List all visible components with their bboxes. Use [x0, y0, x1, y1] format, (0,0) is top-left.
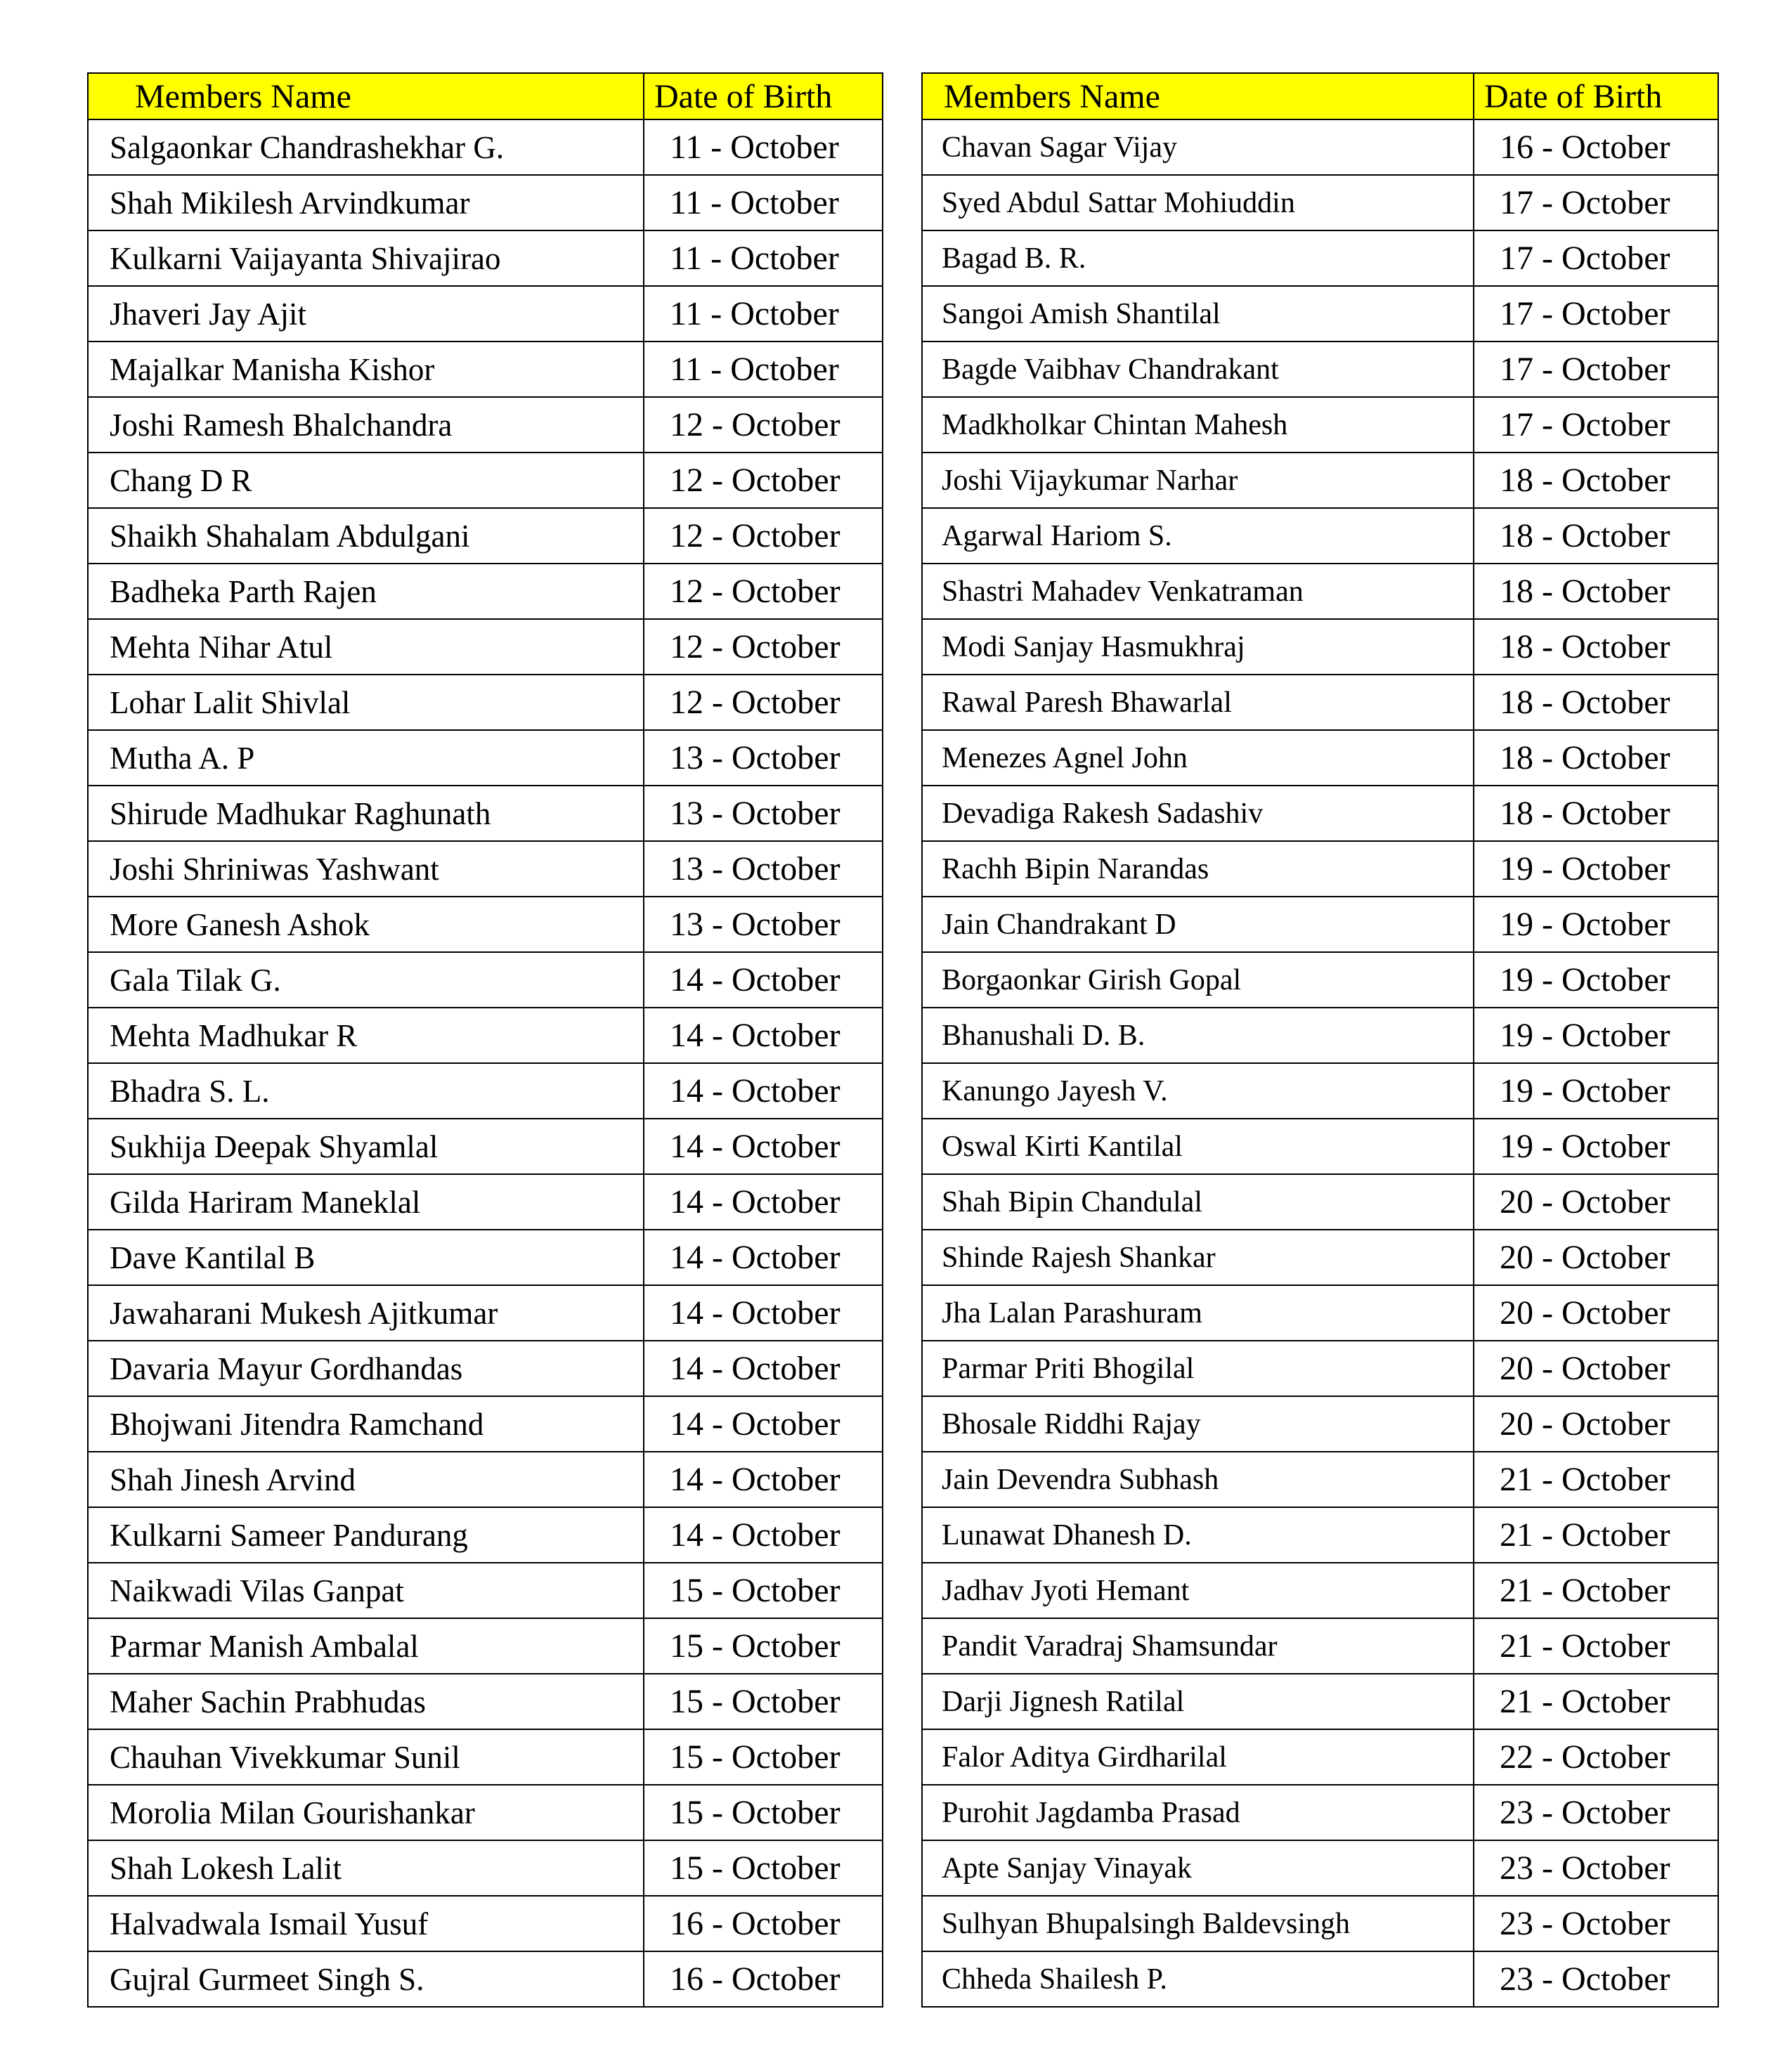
table-row: [88, 1729, 883, 1785]
date-of-birth-cell: 11 - October: [644, 230, 883, 286]
date-of-birth-cell: 19 - October: [1474, 1008, 1718, 1063]
member-name-cell: Shah Mikilesh Arvindkumar: [88, 175, 644, 230]
date-of-birth-cell: 23 - October: [1474, 1785, 1718, 1840]
table-row: [88, 1563, 883, 1618]
table-row: [922, 1618, 1718, 1674]
member-name-cell: Bagde Vaibhav Chandrakant: [922, 342, 1474, 397]
table-row: [88, 1396, 883, 1452]
member-name-cell: Purohit Jagdamba Prasad: [922, 1785, 1474, 1840]
member-name-cell: Majalkar Manisha Kishor: [88, 342, 644, 397]
table-row: [88, 1674, 883, 1729]
table-row: [922, 175, 1718, 230]
table-row: [922, 397, 1718, 453]
table-row: [88, 119, 883, 175]
member-name-cell: Gala Tilak G.: [88, 952, 644, 1008]
member-name-cell: Shah Jinesh Arvind: [88, 1452, 644, 1507]
member-name-cell: Mutha A. P: [88, 730, 644, 786]
table-row: [88, 564, 883, 619]
date-of-birth-cell: 20 - October: [1474, 1396, 1718, 1452]
table-row: [922, 675, 1718, 730]
right-table-body: [922, 119, 1718, 2007]
member-name-cell: Kanungo Jayesh V.: [922, 1063, 1474, 1119]
date-of-birth-cell: 12 - October: [644, 453, 883, 508]
table-row: [922, 841, 1718, 897]
table-row: [922, 286, 1718, 342]
date-of-birth-cell: 14 - October: [644, 952, 883, 1008]
table-row: [922, 1341, 1718, 1396]
table-row: [88, 730, 883, 786]
header-members-name: Members Name: [88, 73, 644, 119]
member-name-cell: Menezes Agnel John: [922, 730, 1474, 786]
table-row: [88, 841, 883, 897]
date-of-birth-cell: 19 - October: [1474, 841, 1718, 897]
member-name-cell: Gujral Gurmeet Singh S.: [88, 1951, 644, 2007]
member-name-cell: Joshi Vijaykumar Narhar: [922, 453, 1474, 508]
date-of-birth-cell: 13 - October: [644, 897, 883, 952]
date-of-birth-cell: 21 - October: [1474, 1507, 1718, 1563]
table-row: [88, 1341, 883, 1396]
member-name-cell: Kulkarni Vaijayanta Shivajirao: [88, 230, 644, 286]
member-name-cell: Parmar Priti Bhogilal: [922, 1341, 1474, 1396]
date-of-birth-cell: 23 - October: [1474, 1840, 1718, 1896]
member-name-cell: Oswal Kirti Kantilal: [922, 1119, 1474, 1174]
member-name-cell: Rachh Bipin Narandas: [922, 841, 1474, 897]
member-name-cell: Jhaveri Jay Ajit: [88, 286, 644, 342]
member-name-cell: Sulhyan Bhupalsingh Baldevsingh: [922, 1896, 1474, 1951]
member-name-cell: Mehta Madhukar R: [88, 1008, 644, 1063]
member-name-cell: Davaria Mayur Gordhandas: [88, 1341, 644, 1396]
member-name-cell: Modi Sanjay Hasmukhraj: [922, 619, 1474, 675]
date-of-birth-cell: 12 - October: [644, 619, 883, 675]
member-name-cell: Jain Devendra Subhash: [922, 1452, 1474, 1507]
date-of-birth-cell: 11 - October: [644, 342, 883, 397]
date-of-birth-cell: 17 - October: [1474, 286, 1718, 342]
table-row: [88, 1119, 883, 1174]
member-name-cell: Joshi Ramesh Bhalchandra: [88, 397, 644, 453]
member-name-cell: Mehta Nihar Atul: [88, 619, 644, 675]
header-date-of-birth: Date of Birth: [644, 73, 883, 119]
date-of-birth-cell: 14 - October: [644, 1396, 883, 1452]
date-of-birth-cell: 12 - October: [644, 508, 883, 564]
member-name-cell: Chauhan Vivekkumar Sunil: [88, 1729, 644, 1785]
date-of-birth-cell: 19 - October: [1474, 897, 1718, 952]
date-of-birth-cell: 15 - October: [644, 1840, 883, 1896]
date-of-birth-cell: 13 - October: [644, 841, 883, 897]
date-of-birth-cell: 14 - October: [644, 1507, 883, 1563]
table-row: [922, 1951, 1718, 2007]
table-row: [88, 897, 883, 952]
date-of-birth-cell: 11 - October: [644, 119, 883, 175]
table-row: [922, 619, 1718, 675]
member-name-cell: Salgaonkar Chandrashekhar G.: [88, 119, 644, 175]
date-of-birth-cell: 14 - October: [644, 1119, 883, 1174]
date-of-birth-cell: 20 - October: [1474, 1341, 1718, 1396]
table-row: [88, 1840, 883, 1896]
date-of-birth-cell: 18 - October: [1474, 786, 1718, 841]
member-name-cell: Shirude Madhukar Raghunath: [88, 786, 644, 841]
table-row: [88, 397, 883, 453]
table-row: [88, 342, 883, 397]
date-of-birth-cell: 21 - October: [1474, 1452, 1718, 1507]
member-name-cell: Bagad B. R.: [922, 230, 1474, 286]
table-row: [88, 1452, 883, 1507]
table-row: [88, 1230, 883, 1285]
table-row: [922, 342, 1718, 397]
date-of-birth-cell: 18 - October: [1474, 619, 1718, 675]
member-name-cell: Pandit Varadraj Shamsundar: [922, 1618, 1474, 1674]
member-name-cell: Parmar Manish Ambalal: [88, 1618, 644, 1674]
member-name-cell: Bhojwani Jitendra Ramchand: [88, 1396, 644, 1452]
table-row: [88, 1951, 883, 2007]
member-name-cell: Agarwal Hariom S.: [922, 508, 1474, 564]
date-of-birth-cell: 15 - October: [644, 1618, 883, 1674]
member-name-cell: Lunawat Dhanesh D.: [922, 1507, 1474, 1563]
date-of-birth-cell: 15 - October: [644, 1563, 883, 1618]
member-name-cell: Gilda Hariram Maneklal: [88, 1174, 644, 1230]
date-of-birth-cell: 12 - October: [644, 564, 883, 619]
table-row: [922, 1563, 1718, 1618]
table-row: [88, 286, 883, 342]
table-row: [88, 1285, 883, 1341]
table-row: [922, 508, 1718, 564]
member-name-cell: Shaikh Shahalam Abdulgani: [88, 508, 644, 564]
date-of-birth-cell: 16 - October: [1474, 119, 1718, 175]
table-row: [922, 1840, 1718, 1896]
date-of-birth-cell: 18 - October: [1474, 564, 1718, 619]
member-name-cell: Madkholkar Chintan Mahesh: [922, 397, 1474, 453]
table-row: [922, 1896, 1718, 1951]
table-row: [88, 675, 883, 730]
table-row: [922, 1674, 1718, 1729]
table-row: [88, 1785, 883, 1840]
table-row: [922, 453, 1718, 508]
table-row: [922, 1396, 1718, 1452]
date-of-birth-cell: 19 - October: [1474, 1063, 1718, 1119]
left-birthday-table: [87, 72, 883, 2008]
table-row: [88, 508, 883, 564]
date-of-birth-cell: 21 - October: [1474, 1674, 1718, 1729]
table-row: [922, 119, 1718, 175]
date-of-birth-cell: 17 - October: [1474, 175, 1718, 230]
member-name-cell: Maher Sachin Prabhudas: [88, 1674, 644, 1729]
table-row: [88, 619, 883, 675]
table-row: [922, 1785, 1718, 1840]
member-name-cell: Syed Abdul Sattar Mohiuddin: [922, 175, 1474, 230]
date-of-birth-cell: 17 - October: [1474, 397, 1718, 453]
member-name-cell: Joshi Shriniwas Yashwant: [88, 841, 644, 897]
date-of-birth-cell: 13 - October: [644, 786, 883, 841]
table-row: [88, 230, 883, 286]
date-of-birth-cell: 14 - October: [644, 1285, 883, 1341]
table-row: [88, 952, 883, 1008]
table-row: [922, 564, 1718, 619]
date-of-birth-cell: 14 - October: [644, 1063, 883, 1119]
member-name-cell: Jawaharani Mukesh Ajitkumar: [88, 1285, 644, 1341]
member-name-cell: Bhanushali D. B.: [922, 1008, 1474, 1063]
date-of-birth-cell: 18 - October: [1474, 675, 1718, 730]
member-name-cell: Jha Lalan Parashuram: [922, 1285, 1474, 1341]
table-row: [922, 1285, 1718, 1341]
member-name-cell: Badheka Parth Rajen: [88, 564, 644, 619]
table-row: [922, 1119, 1718, 1174]
table-row: [922, 952, 1718, 1008]
table-row: [88, 175, 883, 230]
table-row: [922, 1452, 1718, 1507]
date-of-birth-cell: 18 - October: [1474, 453, 1718, 508]
member-name-cell: Kulkarni Sameer Pandurang: [88, 1507, 644, 1563]
date-of-birth-cell: 18 - October: [1474, 730, 1718, 786]
table-row: [922, 897, 1718, 952]
member-name-cell: Shah Lokesh Lalit: [88, 1840, 644, 1896]
table-row: [88, 1896, 883, 1951]
date-of-birth-cell: 15 - October: [644, 1729, 883, 1785]
header-date-of-birth: Date of Birth: [1474, 73, 1718, 119]
date-of-birth-cell: 15 - October: [644, 1785, 883, 1840]
date-of-birth-cell: 19 - October: [1474, 952, 1718, 1008]
date-of-birth-cell: 12 - October: [644, 675, 883, 730]
date-of-birth-cell: 21 - October: [1474, 1618, 1718, 1674]
member-name-cell: Jadhav Jyoti Hemant: [922, 1563, 1474, 1618]
table-row: [88, 1174, 883, 1230]
member-name-cell: Naikwadi Vilas Ganpat: [88, 1563, 644, 1618]
table-row: [922, 786, 1718, 841]
date-of-birth-cell: 15 - October: [644, 1674, 883, 1729]
table-row: [88, 786, 883, 841]
date-of-birth-cell: 20 - October: [1474, 1174, 1718, 1230]
table-row: [922, 1729, 1718, 1785]
date-of-birth-cell: 23 - October: [1474, 1896, 1718, 1951]
right-birthday-table: [921, 72, 1719, 2008]
member-name-cell: Morolia Milan Gourishankar: [88, 1785, 644, 1840]
member-name-cell: Shah Bipin Chandulal: [922, 1174, 1474, 1230]
table-row: [922, 1174, 1718, 1230]
member-name-cell: Shinde Rajesh Shankar: [922, 1230, 1474, 1285]
member-name-cell: Dave Kantilal B: [88, 1230, 644, 1285]
member-name-cell: Chavan Sagar Vijay: [922, 119, 1474, 175]
table-header-row: [922, 73, 1718, 119]
date-of-birth-cell: 11 - October: [644, 286, 883, 342]
date-of-birth-cell: 14 - October: [644, 1341, 883, 1396]
date-of-birth-cell: 14 - October: [644, 1174, 883, 1230]
date-of-birth-cell: 23 - October: [1474, 1951, 1718, 2007]
table-row: [88, 1063, 883, 1119]
member-name-cell: Apte Sanjay Vinayak: [922, 1840, 1474, 1896]
member-name-cell: Jain Chandrakant D: [922, 897, 1474, 952]
member-name-cell: Lohar Lalit Shivlal: [88, 675, 644, 730]
table-row: [88, 1008, 883, 1063]
table-row: [88, 1507, 883, 1563]
table-row: [922, 230, 1718, 286]
member-name-cell: More Ganesh Ashok: [88, 897, 644, 952]
date-of-birth-cell: 12 - October: [644, 397, 883, 453]
member-name-cell: Rawal Paresh Bhawarlal: [922, 675, 1474, 730]
date-of-birth-cell: 14 - October: [644, 1452, 883, 1507]
date-of-birth-cell: 17 - October: [1474, 342, 1718, 397]
left-table-body: [88, 119, 883, 2007]
member-name-cell: Chheda Shailesh P.: [922, 1951, 1474, 2007]
date-of-birth-cell: 20 - October: [1474, 1285, 1718, 1341]
member-name-cell: Halvadwala Ismail Yusuf: [88, 1896, 644, 1951]
member-name-cell: Shastri Mahadev Venkatraman: [922, 564, 1474, 619]
member-name-cell: Sukhija Deepak Shyamlal: [88, 1119, 644, 1174]
date-of-birth-cell: 19 - October: [1474, 1119, 1718, 1174]
member-name-cell: Chang D R: [88, 453, 644, 508]
date-of-birth-cell: 16 - October: [644, 1951, 883, 2007]
header-members-name: Members Name: [922, 73, 1474, 119]
member-name-cell: Sangoi Amish Shantilal: [922, 286, 1474, 342]
date-of-birth-cell: 14 - October: [644, 1230, 883, 1285]
date-of-birth-cell: 20 - October: [1474, 1230, 1718, 1285]
table-row: [88, 453, 883, 508]
table-row: [922, 1507, 1718, 1563]
table-row: [922, 1063, 1718, 1119]
member-name-cell: Bhadra S. L.: [88, 1063, 644, 1119]
date-of-birth-cell: 22 - October: [1474, 1729, 1718, 1785]
date-of-birth-cell: 18 - October: [1474, 508, 1718, 564]
date-of-birth-cell: 21 - October: [1474, 1563, 1718, 1618]
table-row: [922, 1230, 1718, 1285]
date-of-birth-cell: 14 - October: [644, 1008, 883, 1063]
table-header-row: [88, 73, 883, 119]
date-of-birth-cell: 11 - October: [644, 175, 883, 230]
table-row: [922, 1008, 1718, 1063]
member-name-cell: Darji Jignesh Ratilal: [922, 1674, 1474, 1729]
date-of-birth-cell: 16 - October: [644, 1896, 883, 1951]
member-name-cell: Falor Aditya Girdharilal: [922, 1729, 1474, 1785]
table-row: [922, 730, 1718, 786]
table-row: [88, 1618, 883, 1674]
member-name-cell: Bhosale Riddhi Rajay: [922, 1396, 1474, 1452]
member-name-cell: Devadiga Rakesh Sadashiv: [922, 786, 1474, 841]
member-name-cell: Borgaonkar Girish Gopal: [922, 952, 1474, 1008]
date-of-birth-cell: 17 - October: [1474, 230, 1718, 286]
date-of-birth-cell: 13 - October: [644, 730, 883, 786]
